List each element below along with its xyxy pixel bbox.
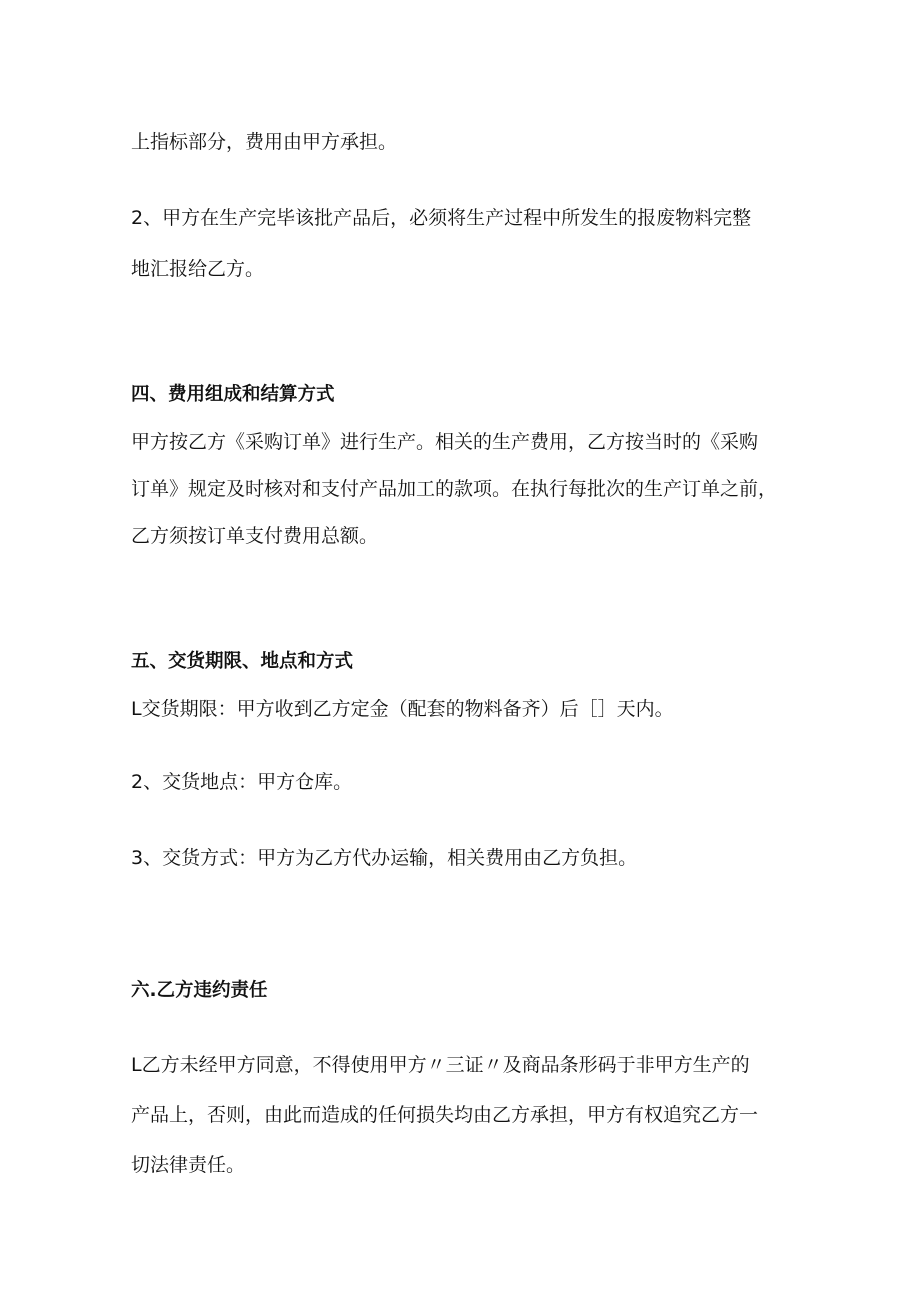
section-heading: 四、费用组成和结算方式 [131, 384, 335, 405]
paragraph-line: 乙方须按订单支付费用总额。 [131, 525, 379, 547]
paragraph-line: 上指标部分，费用由甲方承担。 [131, 131, 398, 153]
paragraph-line: L乙方未经甲方同意，不得使用甲方〃三证〃及商品条形码于非甲方生产的 [131, 1054, 750, 1076]
paragraph-line: 甲方按乙方《采购订单》进行生产。相关的生产费用，乙方按当时的《采购 [131, 431, 759, 453]
paragraph-line: 订单》规定及时核对和支付产品加工的款项。在执行每批次的生产订单之前， [131, 478, 778, 500]
section-heading: 五、交货期限、地点和方式 [131, 651, 354, 672]
paragraph-line: 2、甲方在生产完毕该批产品后，必须将生产过程中所发生的报废物料完整 [131, 207, 752, 229]
paragraph-line: 2、交货地点：甲方仓库。 [131, 771, 353, 793]
paragraph-line: 切法律责任。 [131, 1154, 246, 1176]
paragraph-line: 产品上，否则，由此而造成的任何损失均由乙方承担，甲方有权追究乙方一 [131, 1104, 759, 1126]
paragraph-line: L交货期限：甲方收到乙方定金（配套的物料备齐）后［］天内。 [131, 698, 674, 720]
section-heading: 六.乙方违约责任 [131, 980, 268, 1001]
paragraph-line: 地汇报给乙方。 [131, 258, 265, 280]
paragraph-line: 3、交货方式：甲方为乙方代办运输，相关费用由乙方负担。 [131, 847, 638, 869]
